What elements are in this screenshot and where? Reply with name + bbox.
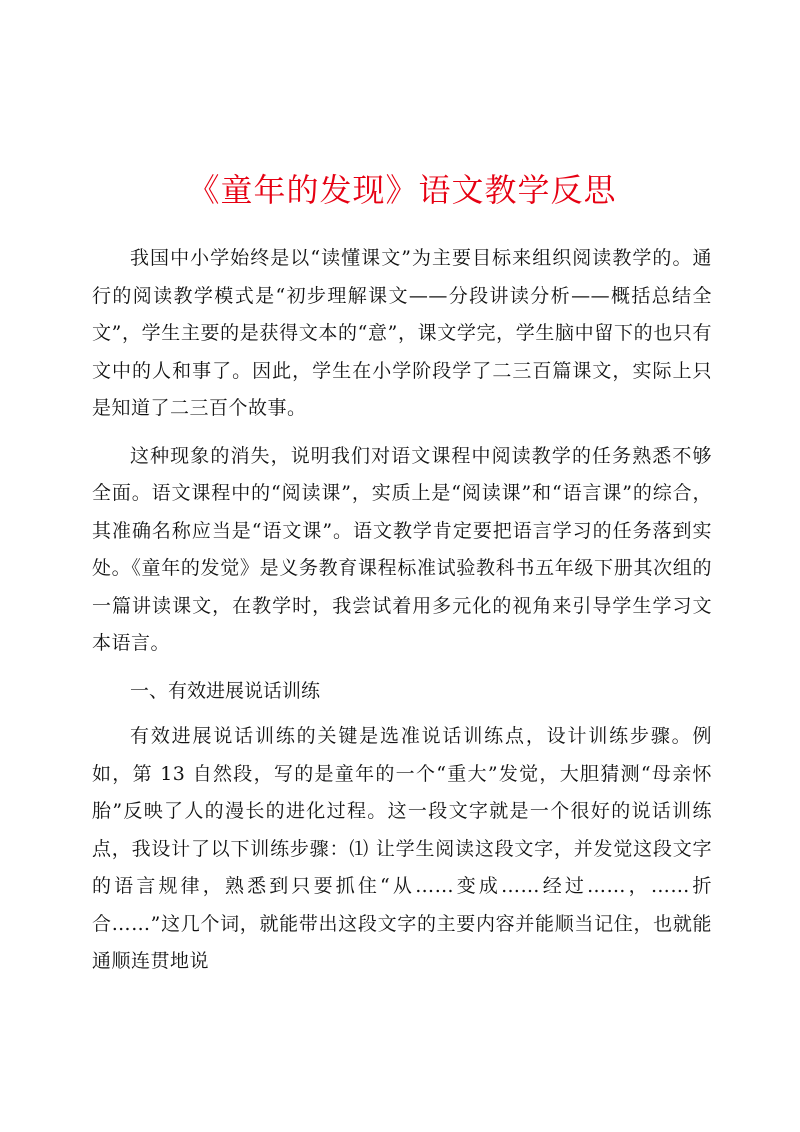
section-paragraph: 有效进展说话训练的关键是选准说话训练点，设计训练步骤。例如，第 13 自然段，写的是童年的一个“重大”发觉，大胆猜测“母亲怀胎”反映了人的漫长的进化过程。这一段文字就是一个很好的说话训练点，我设计了以下训练步骤：⑴ 让学生阅读这段文字，并发觉这段文字的语言规律，熟悉到只要抓住“从……变成……经过……，……折合……”这几个词，就能带出这段文字的主要内容并能顺当记住，也就能通顺连贯地说	[92, 725, 712, 972]
paragraph-2: 这种现象的消失，说明我们对语文课程中阅读教学的任务熟悉不够全面。语文课程中的“阅读课”，实质上是“阅读课”和“语言课”的综合，其准确名称应当是“语文课”。语文教学肯定要把语言学习的任务落到实处。《童年的发觉》是义务教育课程标准试验教科书五年级下册其次组的一篇讲读课文，在教学时，我尝试着用多元化的视角来引导学生学习文本语言。	[92, 444, 712, 654]
section-heading: 一、有效进展说话训练	[130, 679, 321, 702]
paragraph-1: 我国中小学始终是以“读懂课文”为主要目标来组织阅读教学的。通行的阅读教学模式是“初步理解课文——分段讲读分析——概括总结全文”，学生主要的是获得文本的“意”，课文学完，学生脑中留下的也只有文中的人和事了。因此，学生在小学阶段学了二三百篇课文，实际上只是知道了二三百个故事。	[92, 247, 712, 419]
document-title: 《童年的发现》语文教学反思	[187, 171, 617, 209]
document-body	[92, 240, 712, 991]
